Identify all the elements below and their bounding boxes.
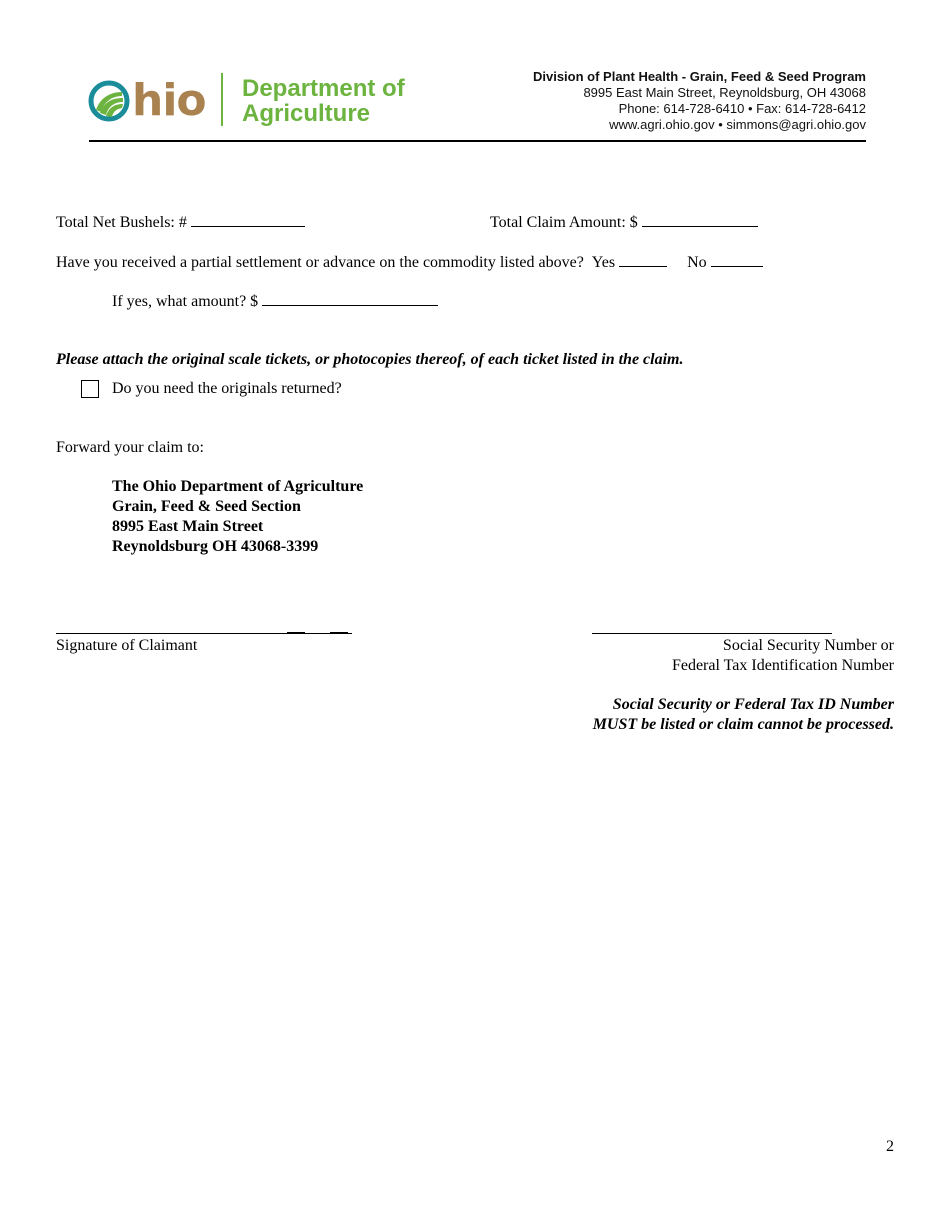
originals-returned-checkbox[interactable]: [81, 380, 99, 398]
net-bushels-label: Total Net Bushels: #: [56, 214, 187, 231]
logo-divider: [221, 73, 223, 126]
contact-web-email: www.agri.ohio.gov • simmons@agri.ohio.gov: [609, 117, 866, 132]
amount-row: [112, 290, 438, 312]
contact-address: 8995 East Main Street, Reynoldsburg, OH 43068: [583, 85, 866, 100]
claim-amount-label: Total Claim Amount: $: [490, 214, 638, 231]
ssn-label: Social Security Number or Federal Tax Identification Number: [671, 637, 894, 674]
ohio-logo: [88, 76, 206, 126]
division-title: Division of Plant Health - Grain, Feed & Seed Program: [532, 69, 866, 84]
address-line: The Ohio Department of Agriculture: [112, 478, 364, 495]
header-rule: [89, 140, 866, 142]
no-label: No: [687, 254, 707, 271]
ohio-circle-logo-icon: [88, 80, 130, 122]
address-line: 8995 East Main Street: [112, 518, 264, 535]
forward-label: Forward your claim to:: [56, 439, 204, 456]
attach-instruction: Please attach the original scale tickets, or photocopies thereof, of each ticket listed in the claim.: [56, 351, 684, 368]
department-name: Department of Agriculture: [242, 75, 405, 127]
contact-phone-fax: Phone: 614-728-6410 • Fax: 614-728-6412: [618, 101, 866, 116]
claim-amount-row: [490, 211, 758, 233]
amount-question: If yes, what amount? $: [112, 293, 259, 310]
signature-line-mark: [330, 632, 348, 634]
yes-label: Yes: [591, 254, 616, 271]
ssn-warning: Social Security or Federal Tax ID Number MUST be listed or claim cannot be processed.: [592, 696, 894, 733]
signature-line[interactable]: [56, 633, 352, 634]
ssn-line[interactable]: [592, 633, 832, 634]
signature-line-mark: [287, 632, 305, 634]
contact-block: [533, 69, 866, 133]
signature-label: Signature of Claimant: [56, 637, 198, 654]
claim-amount-field[interactable]: [642, 211, 758, 227]
address-line: Reynoldsburg OH 43068-3399: [112, 538, 319, 555]
partial-settlement-row: [56, 251, 763, 273]
no-field[interactable]: [711, 251, 763, 267]
originals-returned-label: Do you need the originals returned?: [112, 380, 342, 397]
address-line: Grain, Feed & Seed Section: [112, 498, 301, 515]
yes-field[interactable]: [619, 251, 667, 267]
page-number: 2: [886, 1138, 894, 1155]
address-block: [112, 477, 363, 557]
partial-settlement-question: Have you received a partial settlement or advance on the commodity listed above?: [56, 254, 584, 271]
net-bushels-row: [56, 211, 305, 233]
ohio-wordmark: hio: [132, 75, 206, 126]
net-bushels-field[interactable]: [191, 211, 305, 227]
amount-field[interactable]: [262, 290, 438, 306]
